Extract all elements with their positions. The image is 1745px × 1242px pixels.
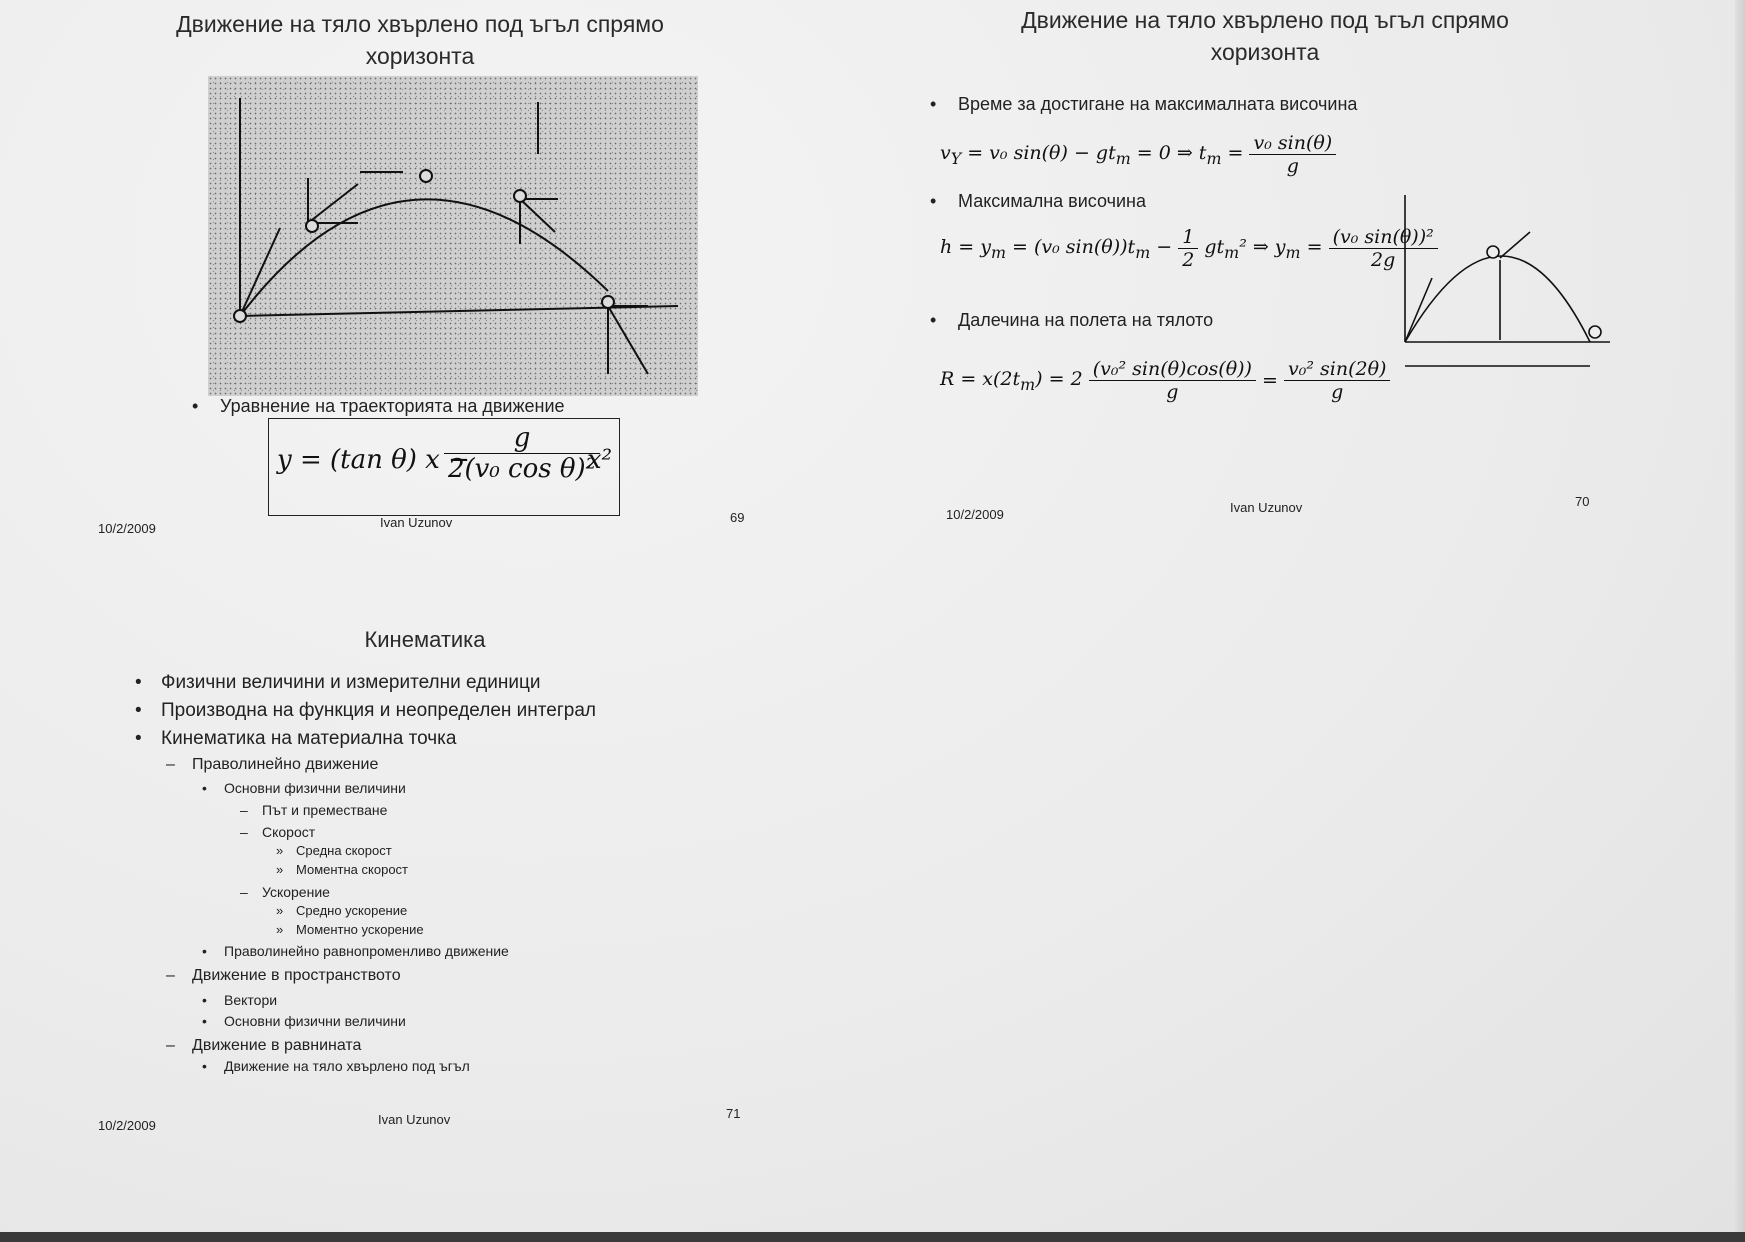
slide69-page-number: 69 — [730, 510, 745, 525]
slide71-date: 10/2/2009 — [98, 1118, 156, 1133]
outline-item: • Производна на функция и неопределен интеграл — [135, 700, 596, 721]
slide69-title-line1: Движение на тяло хвърлено под ъгъл спрямо — [176, 11, 664, 37]
time-to-max-height-equation: $v_Y = v_0$ $\sin(\theta) - gt_m = 0$ ⇒ $t_m$ = $\frac{\text{v₀ sin(θ)}}{g}$ — [940, 132, 1336, 177]
slide70-title-line1: Движение на тяло хвърлено под ъгъл спрямо — [1021, 7, 1509, 33]
outline-item: » Моментна скорост — [276, 862, 409, 877]
outline-item: » Средна скорост — [276, 843, 392, 858]
outline-item: » Средно ускорение — [276, 903, 408, 918]
outline-item: • Основни физични величини — [202, 780, 406, 796]
slide70-bullet3-text: Далечина на полета на тялото — [958, 310, 1214, 330]
outline-item: – Движение в пространството — [166, 967, 401, 984]
page-edge — [1735, 0, 1745, 1242]
outline-item: » Моментно ускорение — [276, 922, 424, 937]
outline-item: – Скорост — [240, 824, 316, 840]
slide69-date: 10/2/2009 — [98, 521, 156, 536]
outline-item: – Праволинейно движение — [166, 756, 379, 773]
bullet-marker: • — [930, 94, 937, 114]
outline-item: – Ускорение — [240, 884, 330, 900]
outline-item: – Движение в равнината — [166, 1037, 362, 1054]
slide69-bullet — [192, 396, 565, 417]
trajectory-curve — [240, 199, 608, 316]
slide70-author: Ivan Uzunov — [1230, 500, 1303, 515]
page-edge-bottom — [0, 1232, 1745, 1242]
slide70-bullet1 — [930, 94, 1357, 115]
max-height-equation: $h = y_m = (v_0$ $\sin(\theta))t_m$ − $\frac{1}{2}$ $gt_m^2$ ⇒ $y_m$ = $\frac{\text{(v₀ sin(θ))²}}{2g}$ — [940, 226, 1438, 271]
slide70-bullet2 — [930, 191, 1146, 212]
slide69-title-line2: хоризонта — [365, 43, 475, 69]
velocity-vector-e — [608, 306, 648, 374]
outline-item: • Кинематика на материална точка — [135, 728, 457, 749]
slide70-bullet2-text: Максимална височина — [958, 191, 1146, 211]
slide71-author: Ivan Uzunov — [378, 1112, 451, 1127]
initial-velocity-vector — [240, 228, 280, 316]
outline-item: • Вектори — [202, 992, 278, 1008]
bullet-marker: • — [192, 396, 199, 416]
slide70-page-number: 70 — [1575, 494, 1590, 509]
slide69-author: Ivan Uzunov — [380, 515, 453, 530]
slide71-title: Кинематика — [364, 627, 486, 652]
trajectory-equation: y = (tan θ) x − $\frac{g}{\text{2(v₀ cos θ)²}}$ x² — [268, 418, 620, 516]
trajectory-figure — [208, 76, 698, 396]
outline-item: – Път и преместване — [240, 802, 388, 818]
outline-item: • Движение на тяло хвърлено под ъгъл — [202, 1058, 470, 1074]
slide70-title — [985, 4, 1545, 68]
outline-item: • Физични величини и измерителни единици — [135, 672, 541, 693]
slide70-bullet1-text: Време за достигане на максималната височина — [958, 94, 1358, 114]
slide70-title-line2: хоризонта — [1210, 39, 1320, 65]
bullet-marker: • — [930, 191, 937, 211]
slide70-date: 10/2/2009 — [946, 507, 1004, 522]
slide69-title — [140, 8, 700, 72]
bullet-marker: • — [930, 310, 937, 330]
range-equation: $R = x(2t_m) = 2$ $\frac{\text{(v₀² sin(θ)cos(θ))}}{g}$ = $\frac{\text{v₀² sin(2θ)}}{g}$ — [940, 358, 1390, 403]
outline-item: • Праволинейно равнопроменливо движение — [202, 943, 509, 959]
slide71-page-number: 71 — [726, 1106, 741, 1121]
max-height-diagram — [1380, 180, 1620, 380]
outline-item: • Основни физични величини — [202, 1013, 406, 1029]
slide70-bullet3 — [930, 310, 1213, 331]
slide69-bullet-text: Уравнение на траекторията на движение — [220, 396, 565, 416]
